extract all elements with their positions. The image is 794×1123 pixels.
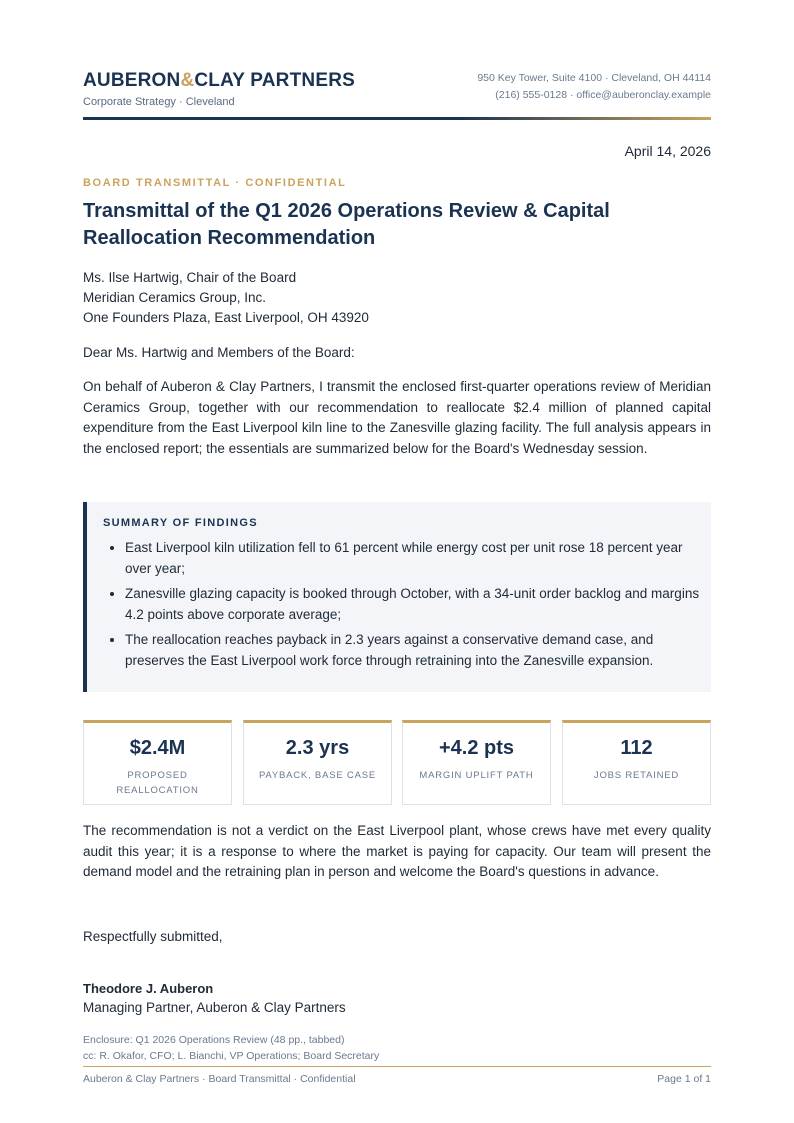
metric-label: JOBS RETAINED — [593, 770, 680, 781]
metric-value: 112 — [620, 737, 653, 759]
finding-item: • East Liverpool kiln utilization fell to 61 percent while energy cost per unit rose 18 percent year over year; — [125, 538, 705, 579]
metric-value: 2.3 yrs — [285, 737, 350, 759]
findings-heading: SUMMARY OF FINDINGS — [103, 517, 258, 529]
intro-paragraph: On behalf of Auberon & Clay Partners, I transmit the enclosed first-quarter operations review of Meridian Ceramics Group, together with our recommendation to reallocate $2.4 million of planned capital expenditure from the East Liverpool kiln line to the Zanesville glazing facility. The full analysis appears in the enclosed report; the essentials are summarized below for the Board's Wednesday session. — [83, 379, 711, 456]
footer-rule — [83, 1066, 711, 1067]
firm-subtitle: Corporate Strategy · Cleveland — [83, 96, 235, 108]
brand-ampersand: & — [180, 70, 195, 91]
metric-value: $2.4M — [129, 737, 186, 759]
cc-line: cc: R. Okafor, CFO; L. Bianchi, VP Operations; Board Secretary — [83, 1050, 380, 1062]
document-title: Transmittal of the Q1 2026 Operations Review & Capital Reallocation Recommendation — [83, 200, 610, 249]
metric-label: PROPOSED REALLOCATION — [116, 770, 199, 796]
firm-logo — [83, 70, 355, 92]
firm-contact — [477, 70, 711, 104]
key-metrics — [83, 720, 711, 805]
firm-phone-email: (216) 555-0128 · office@auberonclay.example — [495, 89, 711, 101]
recipient-address — [83, 268, 369, 328]
enclosure-notes — [83, 1032, 379, 1064]
metric-label: MARGIN UPLIFT PATH — [419, 770, 534, 781]
salutation: Dear Ms. Hartwig and Members of the Board: — [83, 345, 355, 360]
metric-card-reallocation — [83, 720, 232, 805]
metric-card-payback — [243, 720, 392, 805]
letter-date: April 14, 2026 — [624, 143, 711, 159]
letter-page — [83, 0, 711, 1123]
enclosure-line: Enclosure: Q1 2026 Operations Review (48 pp., tabbed) — [83, 1034, 345, 1046]
letterhead — [83, 70, 711, 120]
findings-panel — [83, 502, 711, 692]
signer-role: Managing Partner, Auberon & Clay Partners — [83, 1000, 346, 1015]
firm-address: 950 Key Tower, Suite 4100 · Cleveland, OH 44114 — [477, 72, 711, 84]
brand-part1: AUBERON — [83, 70, 181, 91]
recipient-line-1: Ms. Ilse Hartwig, Chair of the Board — [83, 270, 297, 285]
signer-name: Theodore J. Auberon — [83, 981, 214, 996]
finding-item: • The reallocation reaches payback in 2.3 years against a conservative demand case, and preserves the East Liverpool work force through retraining into the Zanesville expansion. — [125, 630, 705, 671]
footer-label: Auberon & Clay Partners · Board Transmittal · Confidential — [83, 1073, 356, 1085]
closing-paragraph: The recommendation is not a verdict on the East Liverpool plant, whose crews have met every quality audit this year; it is a response to where the market is paying for capacity. Our team will present the demand model and the retraining plan in person and welcome the Board's questions in advance. — [83, 823, 711, 880]
recipient-line-3: One Founders Plaza, East Liverpool, OH 43920 — [83, 310, 369, 325]
brand-part2: CLAY PARTNERS — [194, 70, 356, 91]
metric-card-margin — [402, 720, 551, 805]
document-eyebrow: BOARD TRANSMITTAL · CONFIDENTIAL — [83, 177, 347, 189]
metric-value: +4.2 pts — [438, 737, 515, 759]
findings-list — [103, 538, 705, 677]
metric-card-jobs — [562, 720, 711, 805]
recipient-line-2: Meridian Ceramics Group, Inc. — [83, 290, 267, 305]
finding-item: • Zanesville glazing capacity is booked through October, with a 34-unit order backlog and margins 4.2 points above corporate average; — [125, 584, 705, 625]
complimentary-close: Respectfully submitted, — [83, 929, 223, 944]
letterhead-rule — [83, 117, 711, 120]
metric-label: PAYBACK, BASE CASE — [258, 770, 376, 781]
page-number: Page 1 of 1 — [657, 1073, 711, 1085]
